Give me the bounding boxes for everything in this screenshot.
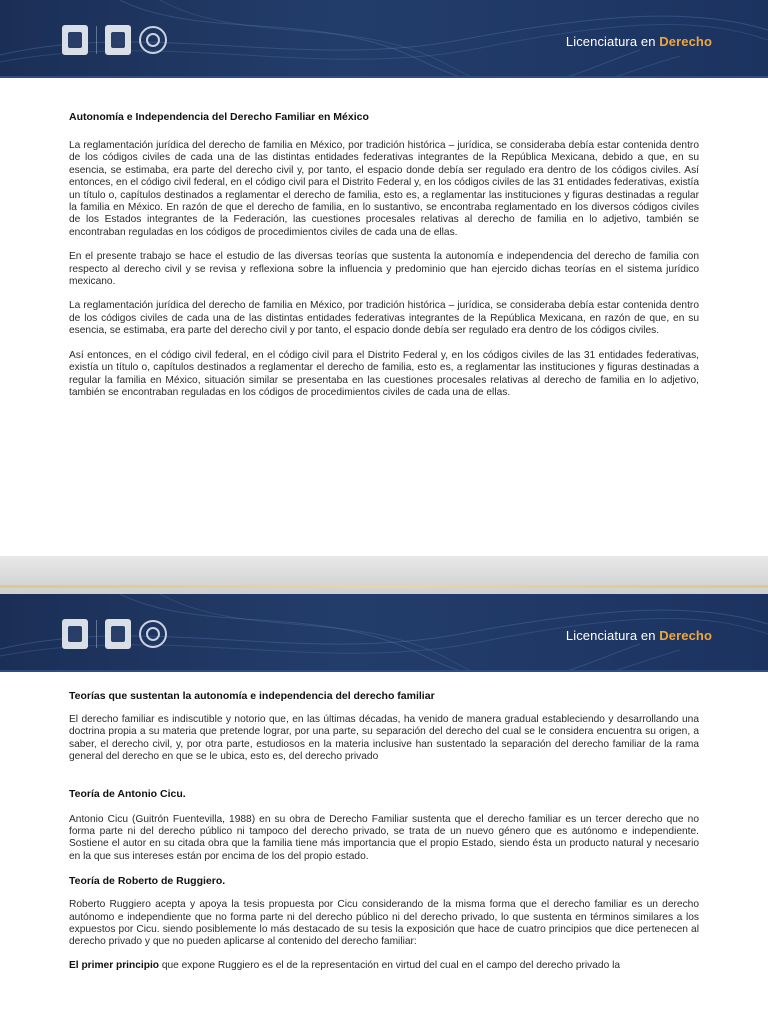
unam-logo <box>62 25 88 55</box>
faculty-crest-logo <box>105 619 131 649</box>
logo-divider <box>96 620 97 648</box>
page-separator <box>0 556 768 594</box>
paragraph: Antonio Cicu (Guitrón Fuentevilla, 1988) en su obra de Derecho Familiar sustenta que el derecho familiar es un tercer derecho que no forma parte ni del derecho público ni tampoco del derecho privado, se trata de un nuevo género que es autónomo e independiente. Sostiene el autor en su citada obra que la familia tiene más importancia que el propio Estado, siendo ésta un producto natural y necesario en la que sus intereses están por encima de los del propio estado. <box>69 813 699 862</box>
section-title: Autonomía e Independencia del Derecho Familiar en México <box>69 111 369 123</box>
banner-divider <box>0 670 768 672</box>
logo-divider <box>96 26 97 54</box>
paragraph: La reglamentación jurídica del derecho de familia en México, por tradición histórica – jurídica, se consideraba debía estar contenida dentro de los códigos civiles de cada una de las distintas entidades federativas integrantes de la República Mexicana, en razón de que, en su esencia, se estimaba, era parte del derecho civil y por tanto, el espacio donde debía ser regulado era dentro de los códigos civiles. <box>69 300 699 337</box>
paragraph: Roberto Ruggiero acepta y apoya la tesis propuesta por Cicu considerando de la misma forma que el derecho familiar es un derecho autónomo e independiente que no forma parte ni del derecho público ni del derecho privado, lo que sustenta en términos similares a los expuestos por Cicu. siendo posiblemente lo más destacado de su tesis la exposición que hace de cuatro principios que dice pertenecen al derecho privado y que no pueden aplicarse al contenido del derecho familiar: <box>69 899 699 948</box>
page-1-content <box>69 111 699 399</box>
page-header-banner <box>0 594 768 672</box>
section-title: Teorías que sustentan la autonomía e independencia del derecho familiar <box>69 690 435 702</box>
banner-divider <box>0 76 768 78</box>
faculty-crest-logo <box>105 25 131 55</box>
page-header-banner <box>0 0 768 78</box>
principle-lead: El primer principio <box>69 959 160 971</box>
institution-logos <box>62 24 167 56</box>
program-title: Licenciatura en Derecho <box>565 628 712 643</box>
page-2-content <box>69 690 699 972</box>
program-title: Licenciatura en Derecho <box>565 34 712 49</box>
institution-logos <box>62 618 167 650</box>
paragraph: El derecho familiar es indiscutible y notorio que, en las últimas décadas, ha venido de manera gradual estableciendo y desarrollando una doctrina propia a su materia que pretende lograr, por una parte, su separación del derecho del cual se le considera encuentra su origen, a saber, el derecho civil, y, por otra parte, estudiosos en la materia inclusive han sustentado la separación del derecho familiar de la rama general del derecho en que se le ubica, esto es, del derecho privado <box>69 714 699 763</box>
paragraph: Así entonces, en el código civil federal, en el código civil para el Distrito Federal y, en los códigos civiles de las 31 entidades federativas, existía un título o, capítulos destinados a reglamentar el derecho de familia, esto es, a reglamentar las instituciones y figuras destinadas a regular la familia en México, situación similar se presentaba en las cuestiones procesales relativas al derecho de familia en lo adjetivo, también se encontraban reguladas en los códigos de procedimientos civiles de cada una de ellas. <box>69 349 699 398</box>
principle-text: que expone Ruggiero es el de la representación en virtud del cual en el campo del derecho privado la <box>159 959 621 971</box>
paragraph: En el presente trabajo se hace el estudio de las diversas teorías que sustenta la autonomía e independencia del derecho de familia con respecto al derecho civil y se revisa y reflexiona sobre la influencia y predominio que han ejercido dichas teorías en el sistema jurídico mexicano. <box>69 251 699 288</box>
paragraph: La reglamentación jurídica del derecho de familia en México, por tradición histórica – jurídica, se consideraba debía estar contenida dentro de los códigos civiles de cada una de las distintas entidades federativas integrantes de la República Mexicana, debido a que, en su esencia, se estimaba, era parte del derecho civil y, por tanto, el espacio donde debía ser regulado era dentro de los códigos civiles. Así entonces, en el código civil federal, en el código civil para el Distrito Federal y, en los códigos civiles de las 31 entidades federativas, existía un título o, capítulos destinados a reglamentar el derecho de familia, esto es, a reglamentar las instituciones y figuras destinadas a regular la familia en México. En razón de que el derecho de familia, en lo sustantivo, se encontraba reglamentado en los diversos códigos civiles de los Estados integrantes de la Federación, las cuestiones procesales relativas al derecho de familia en lo adjetivo, también se encontraban reguladas en los códigos de procedimientos civiles de cada una de ellas. <box>69 140 699 238</box>
subsection-title: Teoría de Roberto de Ruggiero. <box>69 875 226 888</box>
distance-education-logo <box>139 26 167 54</box>
document-page-2 <box>0 594 768 1024</box>
paragraph <box>69 960 699 972</box>
subsection-title: Teoría de Antonio Cicu. <box>69 787 186 800</box>
distance-education-logo <box>139 620 167 648</box>
unam-logo <box>62 619 88 649</box>
